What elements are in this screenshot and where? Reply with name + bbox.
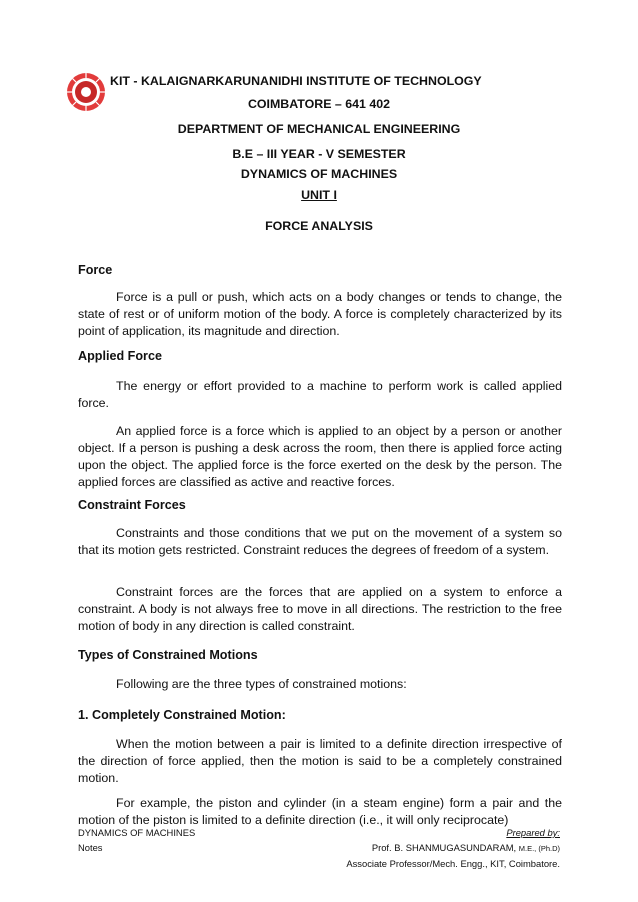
- paragraph: [78, 795, 562, 829]
- year-semester: B.E – III YEAR - V SEMESTER: [232, 147, 406, 161]
- paragraph: [78, 525, 562, 559]
- subject-name: DYNAMICS OF MACHINES: [240, 167, 398, 181]
- unit-label: [0, 188, 638, 203]
- institute-name: KIT - KALAIGNARKARUNANIDHI INSTITUTE OF TECHNOLOGY: [110, 74, 482, 88]
- paragraph: [78, 736, 562, 787]
- constraint-paragraph-1: Constraints and those conditions that we put on the movement of a system so that its motion gets restricted. Constraint reduces the degrees of freedom of a system.: [78, 526, 562, 557]
- unit-text: UNIT I: [301, 188, 337, 202]
- paragraph: [78, 289, 562, 340]
- section-heading-force: Force: [78, 263, 113, 277]
- section-heading-constraint-forces: Constraint Forces: [78, 498, 186, 512]
- applied-paragraph-1: The energy or effort provided to a machine to perform work is called applied force.: [78, 379, 562, 410]
- footer-left: [78, 826, 195, 854]
- footer-prepared-by: Prepared by:: [506, 827, 560, 838]
- paragraph: [78, 676, 562, 693]
- footer-author: [300, 841, 560, 855]
- footer-author-degree: M.E., (Ph.D): [518, 844, 560, 853]
- complete-paragraph-1: When the motion between a pair is limited to a definite direction irrespective of the direction of force applied, then the motion is said to be a completely constrained motion.: [78, 737, 562, 785]
- footer-right: [300, 826, 560, 870]
- section-heading-applied-force: Applied Force: [78, 349, 162, 363]
- paragraph: [78, 423, 562, 491]
- footer-notes: Notes: [78, 842, 103, 853]
- constraint-paragraph-2: Constraint forces are the forces that are applied on a system to enforce a constraint. A body is not always free to move in all directions. The restriction to the free motion of body in any direction is called constraint.: [78, 585, 562, 633]
- section-heading-completely-constrained: 1. Completely Constrained Motion:: [78, 708, 286, 722]
- paragraph: [78, 378, 562, 412]
- paragraph: [78, 584, 562, 635]
- section-heading-types: Types of Constrained Motions: [78, 648, 258, 662]
- footer-author-name: Prof. B. SHANMUGASUNDARAM,: [371, 842, 517, 853]
- types-paragraph-1: Following are the three types of constrained motions:: [116, 677, 407, 691]
- complete-paragraph-2: For example, the piston and cylinder (in a steam engine) form a pair and the motion of the piston is limited to a definite direction (i.e., it will only reciprocate): [78, 796, 562, 827]
- force-paragraph-1: Force is a pull or push, which acts on a body changes or tends to change, the state of rest or of uniform motion of the body. A force is completely characterized by its point of application, its magnitude and direction.: [78, 290, 562, 338]
- footer-author-position: Associate Professor/Mech. Engg., KIT, Coimbatore.: [346, 858, 560, 869]
- footer-subject: DYNAMICS OF MACHINES: [78, 827, 196, 838]
- applied-paragraph-2: An applied force is a force which is applied to an object by a person or another object. If a person is pushing a desk across the room, then there is applied force acting upon the object. The applied force is the force exerted on the desk by the person. The applied forces are classified as active and reactive forces.: [78, 424, 562, 489]
- institute-city: COIMBATORE – 641 402: [247, 97, 391, 111]
- topic-title: FORCE ANALYSIS: [265, 219, 373, 233]
- department-name: DEPARTMENT OF MECHANICAL ENGINEERING: [177, 122, 461, 136]
